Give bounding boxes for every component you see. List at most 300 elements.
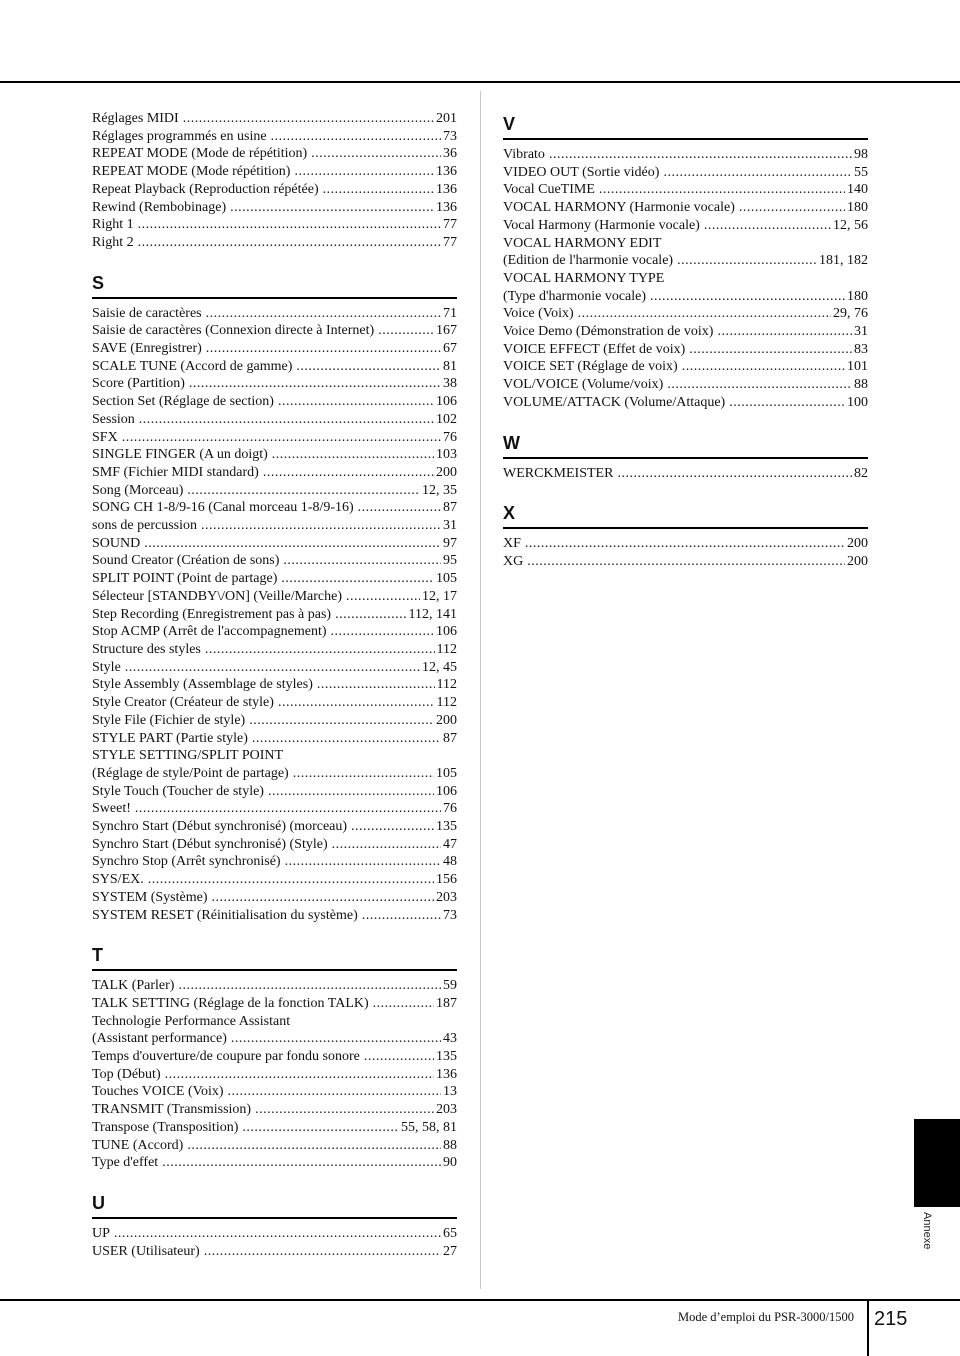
entry-term: SYSTEM (Système)	[92, 889, 208, 905]
index-entry	[503, 270, 868, 305]
section-letter: X	[503, 499, 868, 529]
top-rule	[0, 81, 960, 83]
dot-leader	[717, 323, 852, 341]
entry-page: 97	[443, 535, 457, 551]
index-entry	[503, 235, 868, 270]
entry-page: 88	[854, 377, 868, 393]
dot-leader	[187, 1137, 441, 1155]
entry-term: VOICE SET (Réglage de voix)	[503, 359, 678, 375]
index-entry	[92, 429, 457, 447]
index-entry	[92, 995, 457, 1013]
dot-leader	[729, 394, 845, 412]
entry-line	[92, 800, 457, 818]
dot-leader	[271, 128, 441, 146]
entry-page: 88	[443, 1137, 457, 1153]
entry-line	[92, 305, 457, 323]
entry-term: VOCAL HARMONY EDIT	[503, 235, 662, 251]
entry-line	[92, 322, 457, 340]
entry-term: Technologie Performance Assistant	[92, 1013, 291, 1029]
entry-line	[503, 305, 868, 323]
index-entry	[92, 181, 457, 199]
dot-leader	[311, 145, 441, 163]
section-letter: S	[92, 269, 457, 299]
entry-page: 136	[436, 1066, 457, 1082]
entry-line	[92, 446, 457, 464]
dot-leader	[114, 1225, 441, 1243]
entry-term: Right 2	[92, 234, 134, 250]
entry-page: 13	[443, 1084, 457, 1100]
index-column-right	[503, 110, 868, 571]
index-entry	[92, 305, 457, 323]
index-entry	[92, 676, 457, 694]
entry-line	[92, 464, 457, 482]
entry-term: VOCAL HARMONY (Harmonie vocale)	[503, 200, 735, 216]
entry-line	[92, 676, 457, 694]
entry-page: 59	[443, 978, 457, 994]
entry-line	[503, 341, 868, 359]
index-entry	[92, 1243, 457, 1261]
dot-leader	[281, 570, 434, 588]
entry-page: 187	[436, 995, 457, 1011]
entry-term: SINGLE FINGER (A un doigt)	[92, 447, 268, 463]
index-entry	[92, 712, 457, 730]
dot-leader	[278, 694, 435, 712]
entry-term: SOUND	[92, 535, 141, 551]
index-entry	[503, 217, 868, 235]
entry-page: 200	[436, 712, 457, 728]
footer-title: Mode d’emploi du PSR-3000/1500	[677, 1310, 854, 1324]
dot-leader	[373, 995, 434, 1013]
dot-leader	[231, 1030, 441, 1048]
entry-page: 106	[436, 624, 457, 640]
dot-leader	[268, 783, 434, 801]
entry-line	[92, 393, 457, 411]
dot-leader	[527, 553, 845, 571]
entry-page: 112, 141	[408, 606, 457, 622]
entry-term: Structure des styles	[92, 641, 201, 657]
index-entry	[92, 1083, 457, 1101]
entry-line	[92, 535, 457, 553]
entry-term: Style	[92, 659, 121, 675]
entry-line	[92, 659, 457, 677]
index-entry	[92, 128, 457, 146]
entry-line	[503, 199, 868, 217]
entry-term: Synchro Start (Début synchronisé) (morceau)	[92, 819, 348, 835]
entry-line	[92, 375, 457, 393]
dot-leader	[138, 234, 441, 252]
dot-leader	[296, 358, 441, 376]
index-entry	[92, 1048, 457, 1066]
entry-term: (Assistant performance)	[92, 1031, 227, 1047]
index-section-x	[503, 499, 868, 570]
dot-leader	[272, 446, 434, 464]
dot-leader	[212, 889, 435, 907]
index-section-t	[92, 941, 457, 1172]
index-entry	[92, 730, 457, 748]
entry-term: Style File (Fichier de style)	[92, 712, 246, 728]
side-tab-label: Annexe	[921, 1212, 933, 1250]
index-entry	[503, 199, 868, 217]
dot-leader	[549, 146, 852, 164]
entry-page: 112	[436, 641, 457, 657]
entry-line	[503, 252, 868, 270]
dot-leader	[206, 340, 441, 358]
entry-line	[92, 181, 457, 199]
entry-term: Réglages programmés en usine	[92, 128, 267, 144]
entry-term: Style Assembly (Assemblage de styles)	[92, 677, 313, 693]
dot-leader	[650, 288, 845, 306]
dot-leader	[689, 341, 852, 359]
entry-line	[503, 394, 868, 412]
entry-term: Sweet!	[92, 801, 131, 817]
entry-line	[92, 694, 457, 712]
entry-line	[92, 1137, 457, 1155]
index-entry	[92, 358, 457, 376]
entry-term: Synchro Start (Début synchronisé) (Style)	[92, 836, 328, 852]
entry-term: Touches VOICE (Voix)	[92, 1084, 224, 1100]
entry-term: Section Set (Réglage de section)	[92, 394, 274, 410]
entry-term: Song (Morceau)	[92, 482, 184, 498]
dot-leader	[187, 482, 420, 500]
entry-line	[92, 517, 457, 535]
entry-page: 156	[436, 872, 457, 888]
entry-page: 135	[436, 1049, 457, 1065]
entry-line	[92, 145, 457, 163]
entry-page: 103	[436, 447, 457, 463]
dot-leader	[331, 623, 434, 641]
index-entry	[503, 358, 868, 376]
entry-term: Sélecteur [STANDBY\/ON] (Veille/Marche)	[92, 588, 343, 604]
index-entry	[92, 145, 457, 163]
entry-line	[92, 712, 457, 730]
entry-term: Step Recording (Enregistrement pas à pas)	[92, 606, 332, 622]
dot-leader	[364, 1048, 434, 1066]
entry-page: 167	[436, 323, 457, 339]
dot-leader	[252, 730, 441, 748]
dot-leader	[739, 199, 845, 217]
index-entry	[92, 606, 457, 624]
entry-page: 31	[854, 324, 868, 340]
index-section-u	[92, 1189, 457, 1260]
entry-page: 102	[436, 411, 457, 427]
entry-line	[92, 234, 457, 252]
index-entry	[92, 110, 457, 128]
entry-line	[92, 606, 457, 624]
section-letter: W	[503, 429, 868, 459]
entry-line	[503, 535, 868, 553]
index-entry	[503, 376, 868, 394]
entry-page: 180	[847, 200, 868, 216]
entry-page: 12, 35	[422, 482, 457, 498]
dot-leader	[358, 499, 441, 517]
dot-leader	[249, 712, 434, 730]
index-entry	[92, 1119, 457, 1137]
entry-line	[503, 553, 868, 571]
index-entry	[92, 747, 457, 782]
entry-page: 203	[436, 889, 457, 905]
dot-leader	[278, 393, 434, 411]
page-number: 215	[874, 1308, 908, 1330]
dot-leader	[122, 429, 441, 447]
index-entry	[503, 181, 868, 199]
index-section-continued	[92, 110, 457, 252]
index-entry	[92, 234, 457, 252]
entry-page: 65	[443, 1225, 457, 1241]
dot-leader	[285, 853, 441, 871]
entry-term: Transpose (Transposition)	[92, 1119, 239, 1135]
entry-page: 87	[443, 730, 457, 746]
entry-page: 73	[443, 128, 457, 144]
entry-page: 71	[443, 305, 457, 321]
entry-term: Saisie de caractères (Connexion directe à Internet)	[92, 323, 375, 339]
dot-leader	[206, 305, 441, 323]
dot-leader	[178, 977, 441, 995]
dot-leader	[378, 322, 434, 340]
entry-page: 77	[443, 234, 457, 250]
entry-page: 136	[436, 199, 457, 215]
entry-line	[92, 1101, 457, 1119]
entry-term: Session	[92, 411, 135, 427]
dot-leader	[135, 800, 441, 818]
entry-line	[92, 216, 457, 234]
entry-line	[503, 376, 868, 394]
index-entry	[92, 1101, 457, 1119]
entry-line	[92, 1030, 457, 1048]
dot-leader	[228, 1083, 442, 1101]
entry-page: 67	[443, 341, 457, 357]
bottom-rule	[0, 1299, 960, 1301]
entry-line	[92, 1225, 457, 1243]
dot-leader	[138, 216, 441, 234]
index-entry	[92, 552, 457, 570]
dot-leader	[351, 818, 434, 836]
index-entry	[503, 535, 868, 553]
entry-page: 29, 76	[833, 306, 868, 322]
index-entry	[92, 694, 457, 712]
entry-term: Style Touch (Toucher de style)	[92, 783, 264, 799]
index-entry	[92, 1066, 457, 1084]
entry-page: 95	[443, 553, 457, 569]
index-entry	[92, 1225, 457, 1243]
entry-term: Saisie de caractères	[92, 305, 202, 321]
dot-leader	[162, 1154, 441, 1172]
entry-line	[92, 995, 457, 1013]
dot-leader	[255, 1101, 434, 1119]
entry-page: 200	[436, 464, 457, 480]
index-entry	[92, 199, 457, 217]
entry-term: Vocal CueTIME	[503, 182, 595, 198]
dot-leader	[148, 871, 434, 889]
entry-page: 12, 56	[833, 217, 868, 233]
entry-term: Temps d'ouverture/de coupure par fondu sonore	[92, 1049, 360, 1065]
index-entry	[92, 482, 457, 500]
dot-leader	[578, 305, 831, 323]
index-entry	[92, 411, 457, 429]
entry-line	[503, 288, 868, 306]
entry-term: VOCAL HARMONY TYPE	[503, 270, 665, 286]
entry-term: SCALE TUNE (Accord de gamme)	[92, 358, 293, 374]
dot-leader	[263, 464, 434, 482]
index-section-w	[503, 429, 868, 483]
entry-line	[92, 128, 457, 146]
index-entry	[92, 375, 457, 393]
entry-line	[92, 588, 457, 606]
index-entry	[92, 499, 457, 517]
entry-term: TALK (Parler)	[92, 978, 175, 994]
entry-term: Voice Demo (Démonstration de voix)	[503, 324, 714, 340]
dot-leader	[183, 110, 434, 128]
entry-term: Synchro Stop (Arrêt synchronisé)	[92, 854, 281, 870]
entry-term: (Edition de l'harmonie vocale)	[503, 253, 674, 269]
entry-page: 140	[847, 182, 868, 198]
dot-leader	[293, 765, 434, 783]
index-entry	[503, 553, 868, 571]
entry-line	[92, 110, 457, 128]
entry-term: SYS/EX.	[92, 872, 144, 888]
entry-term: WERCKMEISTER	[503, 465, 614, 481]
entry-page: 136	[436, 181, 457, 197]
entry-page: 101	[847, 359, 868, 375]
entry-term: STYLE PART (Partie style)	[92, 730, 248, 746]
index-entry	[92, 322, 457, 340]
entry-term: SAVE (Enregistrer)	[92, 341, 202, 357]
entry-page: 135	[436, 819, 457, 835]
entry-line	[92, 482, 457, 500]
column-divider	[480, 91, 481, 1289]
dot-leader	[205, 641, 435, 659]
entry-term: Type d'effet	[92, 1155, 159, 1171]
entry-page: 27	[443, 1243, 457, 1259]
index-entry	[92, 853, 457, 871]
entry-page: 12, 45	[422, 659, 457, 675]
index-entry	[92, 783, 457, 801]
entry-term: STYLE SETTING/SPLIT POINT	[92, 748, 284, 764]
entry-line	[92, 429, 457, 447]
entry-page: 48	[443, 854, 457, 870]
index-entry	[92, 836, 457, 854]
section-letter: V	[503, 110, 868, 140]
entry-page: 55, 58, 81	[401, 1119, 457, 1135]
index-entry	[92, 535, 457, 553]
dot-leader	[201, 517, 441, 535]
index-entry	[92, 588, 457, 606]
entry-line	[92, 199, 457, 217]
entry-page: 83	[854, 341, 868, 357]
dot-leader	[362, 907, 441, 925]
entry-page: 112	[436, 695, 457, 711]
entry-term: TUNE (Accord)	[92, 1137, 184, 1153]
entry-line	[92, 358, 457, 376]
entry-line	[92, 1154, 457, 1172]
index-entry	[503, 341, 868, 359]
entry-term: (Réglage de style/Point de partage)	[92, 765, 289, 781]
entry-line	[92, 783, 457, 801]
index-entry	[92, 977, 457, 995]
entry-term: Stop ACMP (Arrêt de l'accompagnement)	[92, 624, 327, 640]
index-entry	[92, 340, 457, 358]
index-entry	[92, 570, 457, 588]
entry-term: Repeat Playback (Reproduction répétée)	[92, 181, 319, 197]
entry-line	[92, 340, 457, 358]
entry-line	[92, 853, 457, 871]
dot-leader	[283, 552, 441, 570]
entry-page: 105	[436, 765, 457, 781]
index-entry	[92, 659, 457, 677]
index-entry	[92, 1154, 457, 1172]
entry-line	[503, 164, 868, 182]
entry-line	[92, 1048, 457, 1066]
entry-line	[92, 871, 457, 889]
entry-line	[92, 1083, 457, 1101]
entry-line	[92, 641, 457, 659]
index-entry	[92, 1137, 457, 1155]
page-number-divider	[867, 1300, 869, 1356]
entry-term: SMF (Fichier MIDI standard)	[92, 464, 259, 480]
entry-term: Voice (Voix)	[503, 306, 574, 322]
entry-page: 200	[847, 536, 868, 552]
index-entry	[92, 907, 457, 925]
dot-leader	[677, 252, 817, 270]
entry-term: Style Creator (Créateur de style)	[92, 695, 274, 711]
dot-leader	[204, 1243, 441, 1261]
entry-term: SFX	[92, 429, 118, 445]
entry-line	[92, 411, 457, 429]
dot-leader	[704, 217, 831, 235]
index-entry	[92, 1013, 457, 1048]
entry-line	[503, 358, 868, 376]
entry-page: 106	[436, 394, 457, 410]
entry-page: 82	[854, 465, 868, 481]
index-section-s	[92, 269, 457, 925]
entry-term: TRANSMIT (Transmission)	[92, 1102, 252, 1118]
index-column-left	[92, 110, 457, 1260]
entry-term: Vibrato	[503, 147, 545, 162]
entry-term: UP	[92, 1225, 110, 1241]
entry-line	[503, 181, 868, 199]
entry-term: SPLIT POINT (Point de partage)	[92, 571, 278, 587]
entry-line	[92, 977, 457, 995]
entry-line	[92, 623, 457, 641]
entry-page: 38	[443, 376, 457, 392]
entry-page: 47	[443, 836, 457, 852]
index-entry	[503, 394, 868, 412]
index-entry	[503, 164, 868, 182]
dot-leader	[294, 163, 434, 181]
entry-page: 43	[443, 1031, 457, 1047]
entry-term: REPEAT MODE (Mode répétition)	[92, 164, 291, 180]
entry-page: 181, 182	[819, 253, 868, 269]
entry-page: 136	[436, 164, 457, 180]
entry-term: VOICE EFFECT (Effet de voix)	[503, 341, 686, 357]
entry-page: 200	[847, 553, 868, 569]
dot-leader	[663, 164, 852, 182]
entry-page: 180	[847, 288, 868, 304]
entry-line	[92, 889, 457, 907]
entry-line	[92, 836, 457, 854]
entry-page: 36	[443, 146, 457, 162]
entry-line	[92, 765, 457, 783]
entry-page: 112	[436, 677, 457, 693]
entry-page: 12, 17	[422, 588, 457, 604]
dot-leader	[335, 606, 406, 624]
index-entry	[503, 465, 868, 483]
entry-line	[92, 907, 457, 925]
dot-leader	[525, 535, 845, 553]
index-entry	[503, 146, 868, 164]
index-entry	[92, 393, 457, 411]
dot-leader	[599, 181, 845, 199]
dot-leader	[617, 465, 852, 483]
